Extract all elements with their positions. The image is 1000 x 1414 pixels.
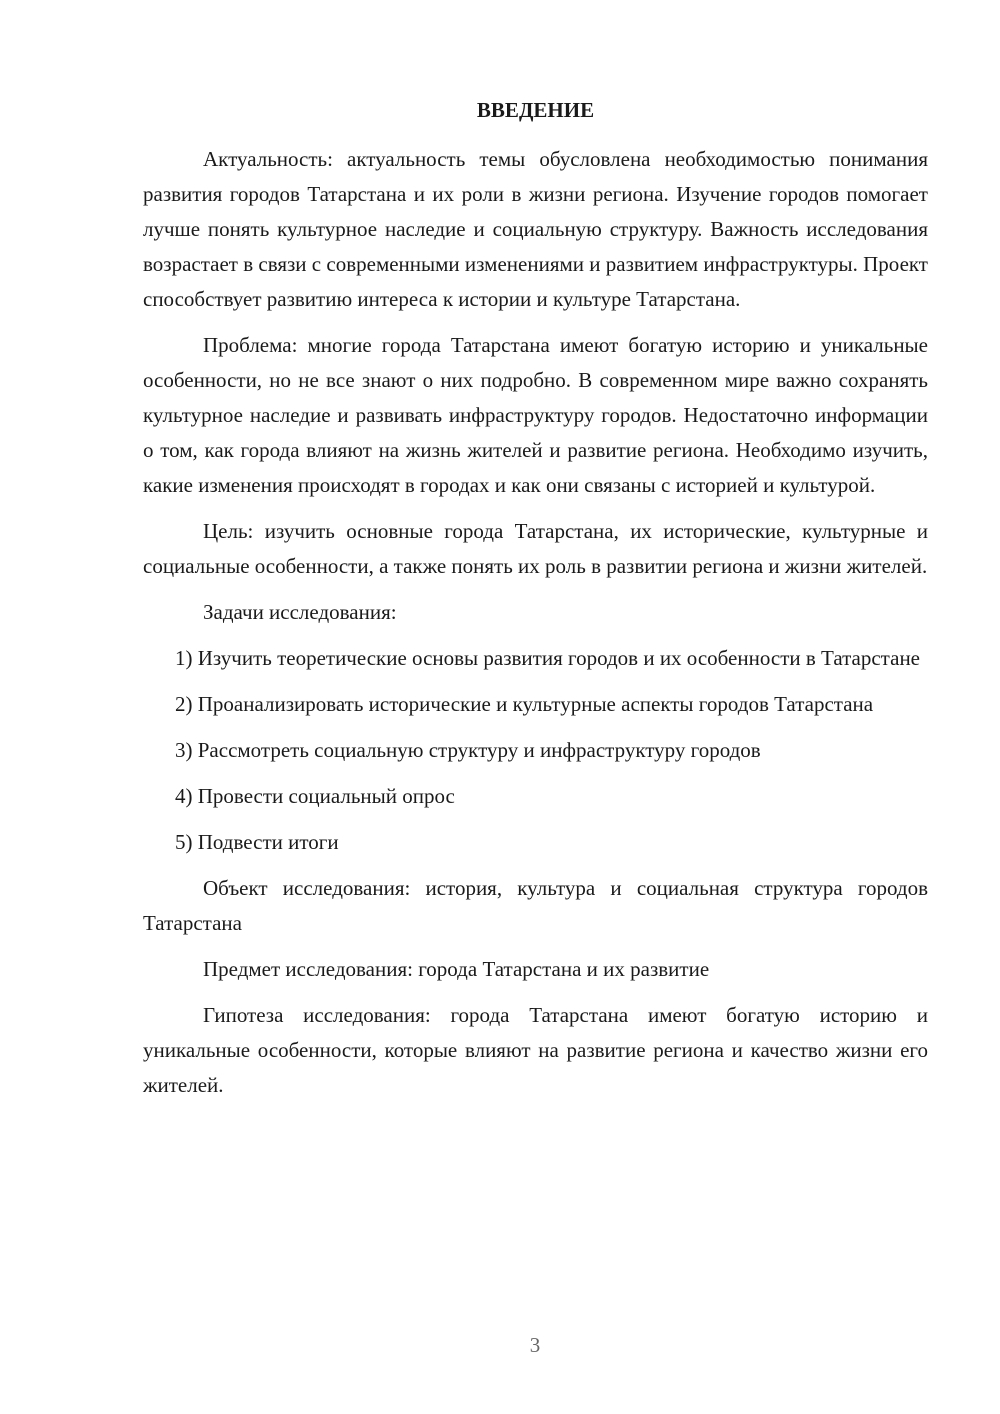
task-item-2: 2) Проанализировать исторические и культурные аспекты городов Татарстана	[175, 692, 874, 716]
relevance-paragraph: Актуальность: актуальность темы обусловлена необходимостью понимания развития городов Татарстана и их роли в жизни региона. Изучение городов помогает лучше понять культурное наследие и социальную структуру. Важность исследования возрастает в связи с современными изменениями и развитием инфраструктуры. Проект способствует развитию интереса к истории и культуре Татарстана.	[143, 147, 928, 311]
subject-paragraph: Предмет исследования: города Татарстана и их развитие	[203, 957, 710, 981]
document-page	[143, 92, 928, 1103]
hypothesis-paragraph: Гипотеза исследования: города Татарстана имеют богатую историю и уникальные особенности, которые влияют на развитие региона и качество жизни его жителей.	[143, 1003, 928, 1097]
problem-paragraph: Проблема: многие города Татарстана имеют богатую историю и уникальные особенности, но не все знают о них подробно. В современном мире важно сохранять культурное наследие и развивать инфраструктуру городов. Недостаточно информации о том, как города влияют на жизнь жителей и развитие региона. Необходимо изучить, какие изменения происходят в городах и как они связаны с историей и культурой.	[143, 333, 928, 497]
page-title: ВВЕДЕНИЕ	[476, 98, 595, 122]
page-number: 3	[529, 1333, 541, 1357]
goal-paragraph: Цель: изучить основные города Татарстана, их исторические, культурные и социальные особенности, а также понять их роль в развитии региона и жизни жителей.	[143, 519, 928, 578]
task-item-4: 4) Провести социальный опрос	[175, 784, 455, 808]
task-item-3: 3) Рассмотреть социальную структуру и инфраструктуру городов	[175, 738, 761, 762]
task-item-1: 1) Изучить теоретические основы развития городов и их особенности в Татарстане	[175, 646, 920, 670]
object-paragraph: Объект исследования: история, культура и социальная структура городов Татарстана	[143, 876, 928, 935]
task-item-5: 5) Подвести итоги	[175, 830, 339, 854]
tasks-heading: Задачи исследования:	[203, 600, 397, 624]
